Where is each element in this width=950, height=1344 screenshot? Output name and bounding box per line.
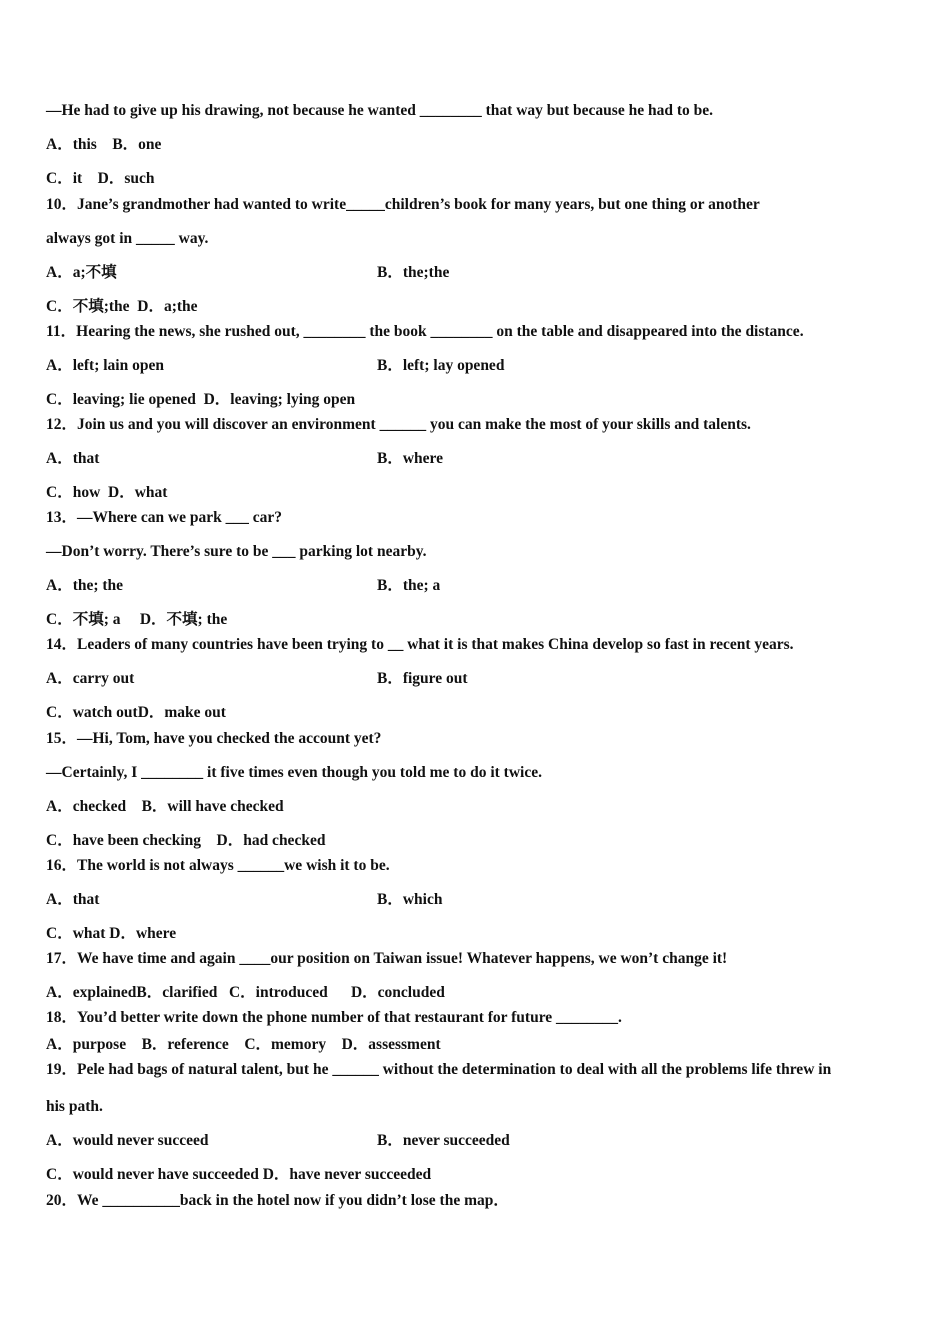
q14-options-cd: C．watch outD．make out <box>46 704 226 721</box>
q19-option-b: B．never succeeded <box>377 1132 510 1149</box>
q10-stem-line-1: 10．Jane’s grandmother had wanted to write_____children’s book for many years, but one thing or another <box>46 196 760 213</box>
q16-option-b: B．which <box>377 891 443 908</box>
q19-option-a: A．would never succeed <box>46 1132 209 1149</box>
q10-option-a: A．a;不填 <box>46 264 117 281</box>
q17-stem: 17．We have time and again ____our position on Taiwan issue! Whatever happens, we won’t change it! <box>46 950 728 967</box>
q15-stem-line-2: —Certainly, I ________ it five times even though you told me to do it twice. <box>46 764 542 781</box>
q20-stem: 20．We __________back in the hotel now if you didn’t lose the map． <box>46 1192 509 1209</box>
q12-stem: 12．Join us and you will discover an environment ______ you can make the most of your skills and talents. <box>46 416 751 433</box>
q9-options-ab: A．this B．one <box>46 136 162 153</box>
q14-option-b: B．figure out <box>377 670 468 687</box>
q14-stem: 14．Leaders of many countries have been trying to __ what it is that makes China develop so fast in recent years. <box>46 636 794 653</box>
q12-option-a: A．that <box>46 450 100 467</box>
q9-stem: —He had to give up his drawing, not because he wanted ________ that way but because he had to be. <box>46 102 713 119</box>
q12-options-cd: C．how D．what <box>46 484 168 501</box>
q10-options-cd: C．不填;the D．a;the <box>46 298 198 315</box>
q16-stem: 16．The world is not always ______we wish it to be. <box>46 857 390 874</box>
q15-options-cd: C．have been checking D．had checked <box>46 832 326 849</box>
q14-option-a: A．carry out <box>46 670 135 687</box>
q11-option-a: A．left; lain open <box>46 357 164 374</box>
q13-stem-line-1: 13．—Where can we park ___ car? <box>46 509 283 526</box>
q16-option-a: A．that <box>46 891 100 908</box>
q19-options-cd: C．would never have succeeded D．have never succeeded <box>46 1166 432 1183</box>
q11-options-cd: C．leaving; lie opened D．leaving; lying open <box>46 391 356 408</box>
q13-option-a: A．the; the <box>46 577 124 594</box>
q19-stem-line-2: his path. <box>46 1098 103 1115</box>
q15-options-ab: A．checked B．will have checked <box>46 798 284 815</box>
q13-option-b: B．the; a <box>377 577 441 594</box>
q19-stem-line-1: 19．Pele had bags of natural talent, but he ______ without the determination to deal with all the problems life threw in <box>46 1061 832 1078</box>
q16-options-cd: C．what D．where <box>46 925 177 942</box>
q13-stem-line-2: —Don’t worry. There’s sure to be ___ parking lot nearby. <box>46 543 427 560</box>
q18-stem: 18．You’d better write down the phone number of that restaurant for future ________. <box>46 1009 622 1026</box>
q13-options-cd: C．不填; a D．不填; the <box>46 611 228 628</box>
q17-options: A．explainedB．clarified C．introduced D．concluded <box>46 984 445 1001</box>
q12-option-b: B．where <box>377 450 444 467</box>
q11-stem: 11．Hearing the news, she rushed out, ________ the book ________ on the table and disappeared into the distance. <box>46 323 804 340</box>
q11-option-b: B．left; lay opened <box>377 357 505 374</box>
q15-stem-line-1: 15．—Hi, Tom, have you checked the account yet? <box>46 730 382 747</box>
q10-stem-line-2: always got in _____ way. <box>46 230 209 247</box>
q18-options: A．purpose B．reference C．memory D．assessment <box>46 1036 441 1053</box>
q9-options-cd: C．it D．such <box>46 170 155 187</box>
q10-option-b: B．the;the <box>377 264 450 281</box>
